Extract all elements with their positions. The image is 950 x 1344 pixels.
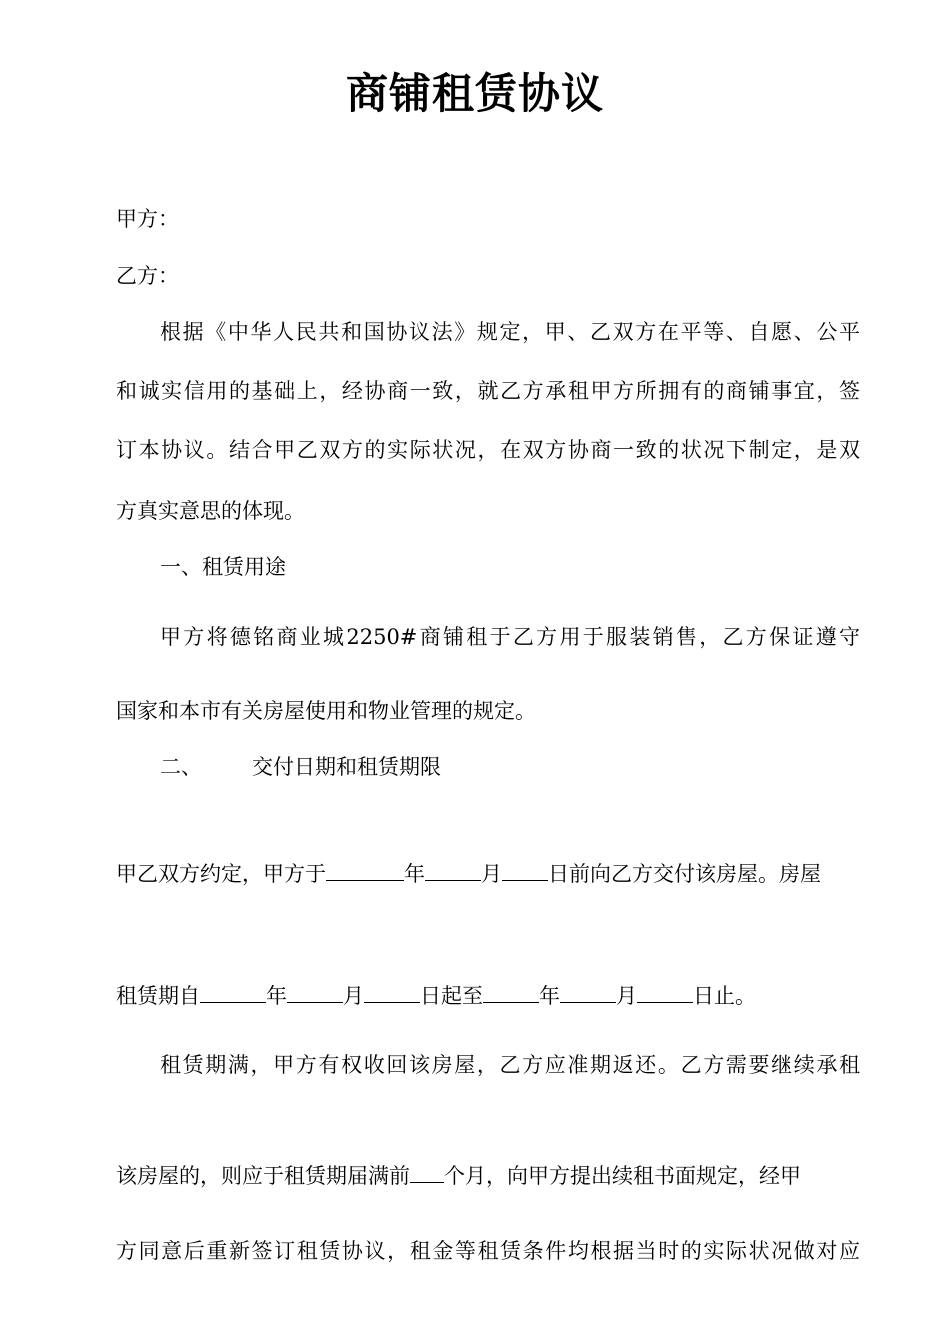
term-end-year-blank[interactable]: [483, 980, 539, 1003]
renewal-line-2: [116, 1160, 860, 1191]
renewal-prefix: 该房屋的，则应于租赁期届满前: [116, 1164, 410, 1188]
term-end-year-label: 年: [539, 984, 560, 1008]
term-start-month-label: 月: [343, 984, 364, 1008]
delivery-day-blank[interactable]: [502, 858, 548, 881]
term-prefix: 租赁期自: [116, 984, 200, 1008]
preamble-line-1: 根据《中华人民共和国协议法》规定，甲、乙双方在平等、自愿、公平: [160, 320, 860, 344]
section-1-heading: 一、租赁用途: [160, 555, 286, 579]
section-2-title: 交付日期和租赁期限: [252, 755, 441, 779]
delivery-prefix: 甲乙双方约定，甲方于: [116, 862, 326, 886]
preamble-line-3: 订本协议。结合甲乙双方的实际状况，在双方协商一致的状况下制定，是双: [116, 438, 860, 462]
section-1-line-1: 甲方将德铭商业城2250#商铺租于乙方用于服装销售，乙方保证遵守: [160, 625, 860, 649]
term-end-day-blank[interactable]: [637, 980, 693, 1003]
renewal-months-blank[interactable]: [410, 1160, 444, 1183]
section-2-heading: [160, 752, 904, 782]
delivery-suffix: 日前向乙方交付该房屋。房屋: [548, 862, 821, 886]
renewal-suffix: 个月，向甲方提出续租书面规定，经甲: [444, 1164, 801, 1188]
preamble-line-4: 方真实意思的体现。: [116, 499, 305, 523]
delivery-year-label: 年: [404, 862, 425, 886]
term-end-month-blank[interactable]: [560, 980, 616, 1003]
delivery-month-label: 月: [481, 862, 502, 886]
delivery-date-line: [116, 858, 860, 889]
party-b-label: 乙方：: [116, 264, 179, 288]
term-end-month-label: 月: [616, 984, 637, 1008]
term-start-year-label: 年: [266, 984, 287, 1008]
party-a-label: 甲方：: [116, 207, 179, 231]
renewal-line-3: 方同意后重新签订租赁协议，租金等租赁条件均根据当时的实际状况做对应: [116, 1239, 860, 1263]
term-start-month-blank[interactable]: [287, 980, 343, 1003]
delivery-year-blank[interactable]: [326, 858, 404, 881]
renewal-line-1: 租赁期满，甲方有权收回该房屋，乙方应准期返还。乙方需要继续承租: [160, 1053, 860, 1077]
document-title: 商铺租赁协议: [345, 69, 604, 118]
term-start-day-blank[interactable]: [364, 980, 420, 1003]
preamble-line-2: 和诚实信用的基础上，经协商一致，就乙方承租甲方所拥有的商铺事宜，签: [116, 379, 860, 403]
section-1-line-2: 国家和本市有关房屋使用和物业管理的规定。: [116, 699, 536, 723]
term-start-year-blank[interactable]: [200, 980, 266, 1003]
term-start-day-label: 日起至: [420, 984, 483, 1008]
section-2-number: 二、: [160, 755, 202, 779]
lease-term-line: [116, 980, 860, 1011]
term-end-day-label: 日止。: [693, 984, 756, 1008]
delivery-month-blank[interactable]: [425, 858, 481, 881]
